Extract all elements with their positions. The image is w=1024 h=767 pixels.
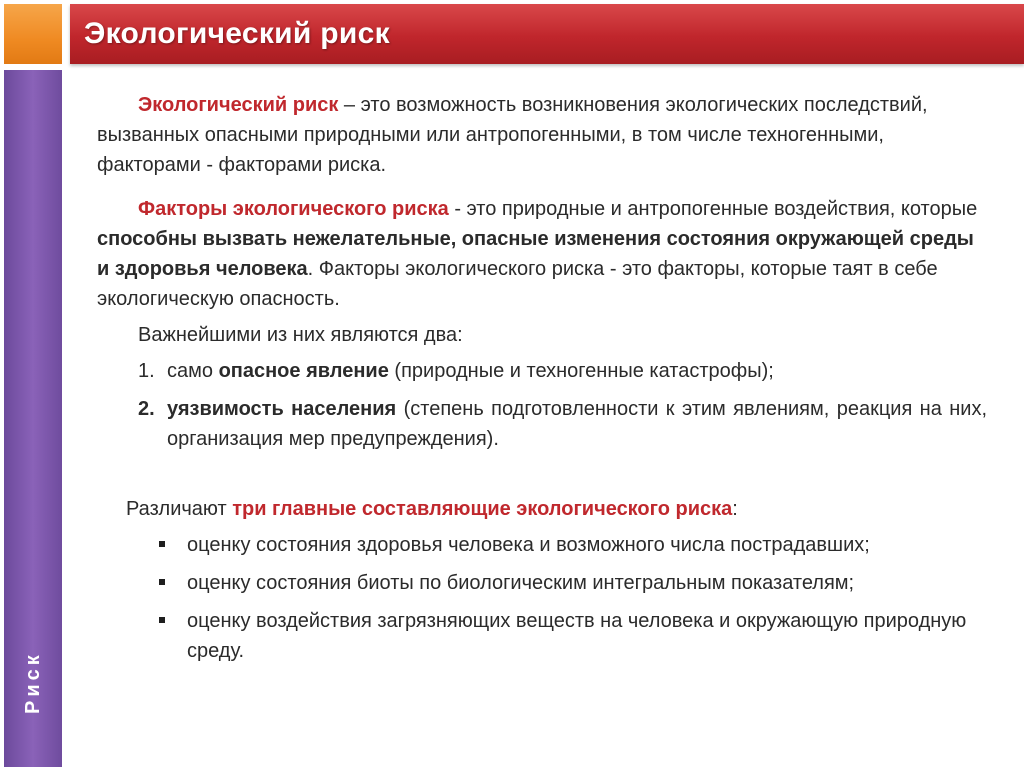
factors-lead: Важнейшими из них являются два: — [138, 324, 463, 346]
risk-definition-text: – это возможность возникновения экологических последствий, вызванных опасными природными или антропогенными, в том числе техногенными, факторами - факторами риска. — [97, 94, 928, 176]
item-post: (степень подготовленности к этим явлениям, реакция на них, организация мер предупреждения). — [167, 398, 988, 450]
bullet-text: оценку состояния биоты по биологическим интегральным показателям; — [187, 572, 855, 594]
factors-definition — [97, 194, 987, 314]
components-lead — [126, 494, 987, 524]
square-bullet-icon — [159, 579, 165, 585]
factors-text-bold: способны вызвать нежелательные, опасные изменения состояния окружающей среды и здоровья человека — [97, 228, 974, 280]
factors-list — [138, 356, 987, 454]
bullet-text: оценку состояния здоровья человека и возможного числа пострадавших; — [187, 534, 870, 556]
components-lead-red: три главные составляющие экологического риска — [232, 498, 733, 520]
bullet-text: оценку воздействия загрязняющих веществ на человека и окружающую природную среду. — [187, 610, 967, 662]
list-item — [159, 568, 987, 598]
item-bold: опасное явление — [218, 360, 389, 382]
square-bullet-icon — [159, 541, 165, 547]
factors-text-a: - это природные и антропогенные воздействия, которые — [448, 198, 978, 220]
title-bar — [70, 4, 1024, 64]
risk-term: Экологический риск — [138, 94, 339, 116]
item-pre: само — [167, 360, 219, 382]
list-number: 2. — [138, 398, 155, 420]
list-item — [159, 606, 987, 666]
slide-content — [97, 90, 987, 674]
item-bold: уязвимость населения — [167, 398, 397, 420]
factors-text-c: . Факторы экологического риска - это факторы, которые таят в себе экологическую опасность. — [97, 258, 938, 310]
corner-accent — [4, 4, 62, 64]
side-label: Риск — [22, 651, 44, 714]
item-post: (природные и техногенные катастрофы); — [388, 360, 774, 382]
factors-term: Факторы экологического риска — [138, 198, 449, 220]
slide-title: Экологический риск — [84, 17, 390, 50]
square-bullet-icon — [159, 617, 165, 623]
risk-definition — [97, 90, 987, 180]
list-item — [138, 394, 987, 454]
side-bar — [4, 70, 62, 767]
list-item — [159, 530, 987, 560]
components-list — [159, 530, 987, 666]
list-number: 1. — [138, 360, 155, 382]
components-lead-post: : — [732, 498, 738, 520]
components-lead-pre: Различают — [126, 498, 233, 520]
list-item — [138, 356, 987, 386]
